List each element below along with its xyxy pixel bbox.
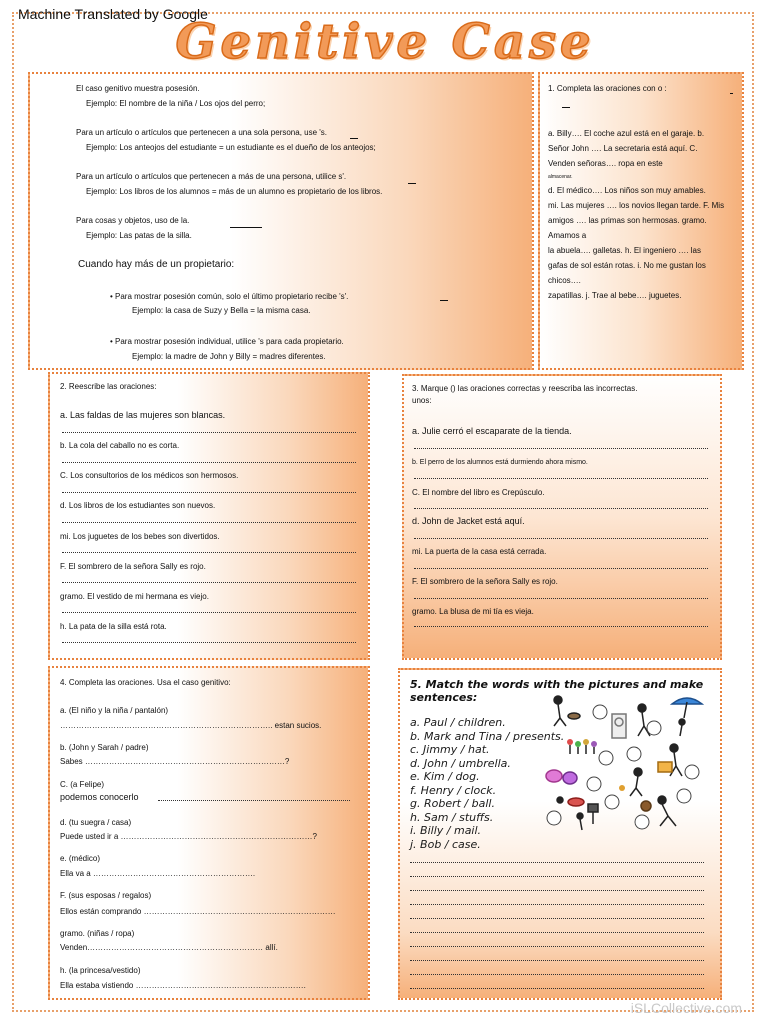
intro-line: Ejemplo: Los libros de los alumnos = más de un alumno es propietario de los libros. <box>86 187 383 196</box>
exercise-1-heading: 1. Completa las oraciones con o : <box>548 84 667 93</box>
exercise-5-heading-cont: sentences: <box>410 691 478 704</box>
intro-line: • Para mostrar posesión común, solo el último propietario recibe 's'. <box>110 292 349 301</box>
exercise-1-line: Señor John …. La secretaria está aquí. C. <box>548 144 698 153</box>
exercise-4-cue: d. (tu suegra / casa) <box>60 818 132 827</box>
translation-watermark: Machine Translated by Google <box>18 6 208 22</box>
answer-line[interactable] <box>410 876 704 877</box>
exercise-2-item: C. Los consultorios de los médicos son hermosos. <box>60 471 239 480</box>
exercise-4-line: Ella va a ……………………………………………………. <box>60 869 256 878</box>
answer-line[interactable] <box>414 448 708 449</box>
intro-line: Ejemplo: Las patas de la silla. <box>86 231 192 240</box>
exercise-1-line: zapatillas. j. Trae al bebe…. juguetes. <box>548 291 682 300</box>
exercise-3-item: gramo. La blusa de mi tía es vieja. <box>412 607 534 616</box>
exercise-4-line: …………………………………………………………………….. estan sucios. <box>60 721 322 730</box>
blank-underline <box>730 93 733 94</box>
blank-underline <box>350 138 358 139</box>
exercise-3-item: F. El sombrero de la señora Sally es rojo. <box>412 577 558 586</box>
exercise-2-item: h. La pata de la silla está rota. <box>60 622 167 631</box>
exercise-3-heading: 3. Marque () las oraciones correctas y reescriba las incorrectas. <box>412 384 638 393</box>
match-item: d. John / umbrella. <box>410 756 511 770</box>
exercise-1-line: la abuela…. galletas. h. El ingeniero …. las <box>548 246 701 255</box>
answer-line[interactable] <box>414 538 708 539</box>
exercise-1-line: mi. Las mujeres …. los novios llegan tarde. F. Mis <box>548 201 725 210</box>
exercise-4-cue: C. (a Felipe) <box>60 780 105 789</box>
exercise-3-box <box>402 374 722 660</box>
intro-line: Ejemplo: la casa de Suzy y Bella = la misma casa. <box>132 306 311 315</box>
intro-line: Ejemplo: El nombre de la niña / Los ojos del perro; <box>86 99 266 108</box>
exercise-1-text <box>548 126 734 303</box>
intro-line: Para un artículo o artículos que pertenecen a más de una persona, utilice s'. <box>76 172 347 181</box>
exercise-2-box <box>48 372 370 660</box>
match-item: j. Bob / case. <box>410 837 481 851</box>
intro-line: • Para mostrar posesión individual, utilice 's para cada propietario. <box>110 337 344 346</box>
exercise-4-box <box>48 666 370 1000</box>
blank-underline <box>440 300 448 301</box>
exercise-3-item: b. El perro de los alumnos está durmiendo ahora mismo. <box>412 459 588 466</box>
exercise-1-box <box>538 72 744 370</box>
answer-line[interactable] <box>62 582 356 583</box>
dog-figure <box>554 696 580 726</box>
answer-line[interactable] <box>410 946 704 947</box>
exercise-2-item: mi. Los juguetes de los bebes son divertidos. <box>60 532 220 541</box>
answer-line[interactable] <box>414 508 708 509</box>
children-figure <box>567 739 597 754</box>
answer-line[interactable] <box>62 552 356 553</box>
answer-line[interactable] <box>414 598 708 599</box>
exercise-4-cue: gramo. (niñas / ropa) <box>60 929 135 938</box>
umbrella-figure <box>672 698 702 736</box>
intro-line: Para cosas y objetos, uso de la. <box>76 216 190 225</box>
exercise-3-item: C. El nombre del libro es Crepúsculo. <box>412 488 545 497</box>
exercise-1-line: almacenar. <box>548 174 573 180</box>
answer-line[interactable] <box>410 890 704 891</box>
exercise-3-item: a. Julie cerró el escaparate de la tienda. <box>412 426 572 436</box>
answer-line[interactable] <box>414 626 708 627</box>
exercise-4-line: Puede usted ir a ………………………………………………………………? <box>60 832 317 841</box>
answer-line[interactable] <box>414 568 708 569</box>
exercise-4-line: podemos conocerlo <box>60 792 139 802</box>
answer-line[interactable] <box>410 974 704 975</box>
exercise-4-line: Ellos están comprando ……………………………………………………………… <box>60 907 336 916</box>
answer-line[interactable] <box>62 612 356 613</box>
exercise-2-item: b. La cola del caballo no es corta. <box>60 441 180 450</box>
clock-figure <box>612 704 650 738</box>
exercise-1-line: d. El médico…. Los niños son muy amables. <box>548 186 706 195</box>
exercise-1-line: gafas de sol están rotas. i. No me gustan los chicos…. <box>548 261 706 285</box>
answer-line[interactable] <box>410 862 704 863</box>
exercise-4-line: Venden………………………………………………………… allí. <box>60 943 278 952</box>
blank-underline <box>408 183 416 184</box>
answer-line[interactable] <box>410 932 704 933</box>
answer-line[interactable] <box>158 800 350 801</box>
presents-figure <box>546 770 577 784</box>
intro-line: Ejemplo: la madre de John y Billy = madres diferentes. <box>132 352 326 361</box>
match-item: h. Sam / stuffs. <box>410 810 494 824</box>
exercise-3-item: d. John de Jacket está aquí. <box>412 516 525 526</box>
answer-line[interactable] <box>62 522 356 523</box>
answer-line[interactable] <box>410 904 704 905</box>
exercise-2-heading: 2. Reescribe las oraciones: <box>60 382 157 391</box>
answer-line[interactable] <box>414 478 708 479</box>
exercise-3-item: mi. La puerta de la casa está cerrada. <box>412 547 547 556</box>
match-item: i. Billy / mail. <box>410 824 482 837</box>
exercise-4-line: Ella estaba vistiendo ………………………………………………………. <box>60 981 306 990</box>
exercise-1-line: Venden señoras…. ropa en este <box>548 159 663 168</box>
match-item: e. Kim / dog. <box>410 770 480 783</box>
mail-figure <box>577 804 598 830</box>
match-item: a. Paul / children. <box>410 716 506 729</box>
exercise-5-box <box>398 668 722 1000</box>
blank-underline <box>562 107 570 108</box>
matching-pictures <box>542 692 714 852</box>
ball-figure <box>619 768 642 796</box>
match-item: b. Mark and Tina / presents. <box>410 729 565 743</box>
intro-box <box>28 72 534 370</box>
answer-line[interactable] <box>62 432 356 433</box>
intro-line: Para un artículo o artículos que pertenecen a una sola persona, use 's. <box>76 128 328 137</box>
page-title: Genitive Case <box>175 14 595 70</box>
exercise-1-line: amigos …. las primas son hermosas. gramo. Amamos a <box>548 216 707 240</box>
exercise-2-item: d. Los libros de los estudiantes son nuevos. <box>60 501 216 510</box>
match-item: c. Jimmy / hat. <box>410 743 490 756</box>
answer-line[interactable] <box>62 642 356 643</box>
site-watermark: iSLCollective.com <box>630 1000 742 1016</box>
exercise-5-heading: 5. Match the words with the pictures and make <box>410 678 704 691</box>
exercise-4-cue: a. (El niño y la niña / pantalón) <box>60 706 169 715</box>
intro-line: Ejemplo: Los anteojos del estudiante = un estudiante es el dueño de los anteojos; <box>86 143 376 152</box>
exercise-3-heading-cont: unos: <box>412 396 432 405</box>
intro-subheading: Cuando hay más de un propietario: <box>78 259 235 270</box>
answer-line[interactable] <box>62 462 356 463</box>
hat-figure <box>658 744 682 776</box>
answer-line[interactable] <box>410 988 704 989</box>
exercise-2-item: gramo. El vestido de mi hermana es viejo. <box>60 592 209 601</box>
exercise-2-item: a. Las faldas de las mujeres son blancas. <box>60 410 226 420</box>
intro-line: El caso genitivo muestra posesión. <box>76 84 200 93</box>
stuff-figure <box>557 797 584 806</box>
match-item: f. Henry / clock. <box>410 783 497 797</box>
exercise-4-line: Sabes …………………………………………………………………? <box>60 757 290 766</box>
answer-line[interactable] <box>410 960 704 961</box>
match-item: g. Robert / ball. <box>410 797 495 810</box>
exercise-2-item: F. El sombrero de la señora Sally es rojo. <box>60 562 206 571</box>
exercise-4-heading: 4. Completa las oraciones. Usa el caso genitivo: <box>60 678 231 687</box>
exercise-4-cue: e. (médico) <box>60 854 101 863</box>
answer-line[interactable] <box>410 918 704 919</box>
exercise-4-cue: F. (sus esposas / regalos) <box>60 891 152 900</box>
exercise-4-cue: h. (la princesa/vestido) <box>60 966 141 975</box>
blank-underline <box>230 227 262 228</box>
answer-line[interactable] <box>62 492 356 493</box>
exercise-1-line: a. Billy…. El coche azul está en el garaje. b. <box>548 129 705 138</box>
exercise-4-cue: b. (John y Sarah / padre) <box>60 743 149 752</box>
